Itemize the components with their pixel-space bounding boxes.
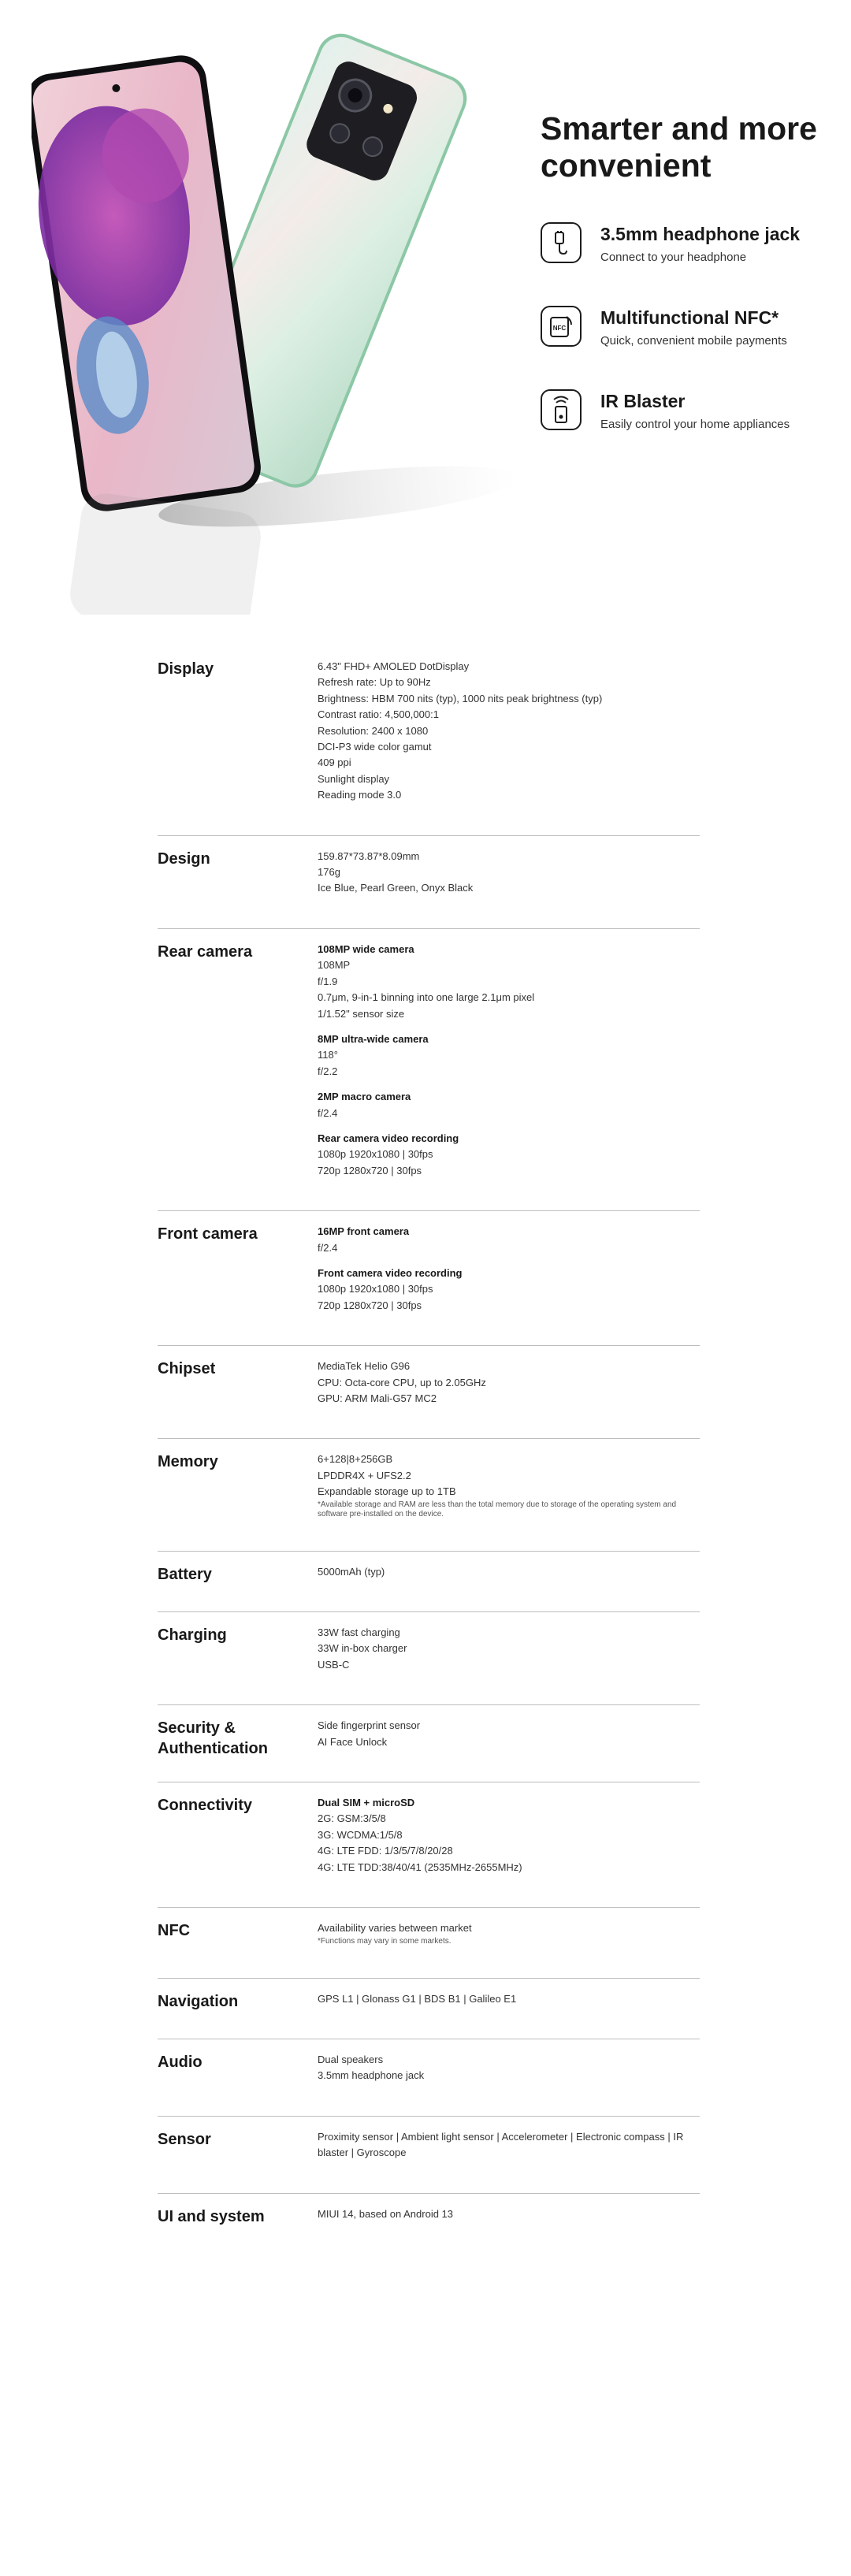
spec-value: Reading mode 3.0 (318, 789, 402, 801)
spec-value: Side fingerprint sensor (318, 1719, 421, 1732)
spec-row (158, 1612, 700, 1705)
spec-values (318, 1795, 700, 1875)
feature-desc: Easily control your home appliances (600, 418, 790, 431)
spec-values (318, 1920, 700, 1946)
hero-title: Smarter and more convenient (541, 110, 817, 184)
spec-row (158, 1782, 700, 1908)
spec-label: Battery (158, 1565, 212, 1583)
spec-label: Memory (158, 1453, 218, 1471)
spec-value: f/2.2 (318, 1065, 338, 1077)
feature-ir-blaster (541, 389, 840, 444)
spec-footnote: *Functions may vary in some markets. (318, 1936, 452, 1946)
spec-value: 4G: LTE FDD: 1/3/5/7/8/20/28 (318, 1845, 453, 1857)
spec-value: 1080p 1920x1080 | 30fps (318, 1283, 433, 1295)
spec-value: 1080p 1920x1080 | 30fps (318, 1148, 433, 1161)
spec-label: Navigation (158, 1992, 239, 2010)
spec-value: AI Face Unlock (318, 1735, 388, 1748)
spec-values (318, 942, 700, 1179)
spec-value: USB-C (318, 1658, 350, 1671)
spec-row (158, 2194, 700, 2254)
nfc-icon-text: NFC (552, 325, 567, 332)
spec-values (318, 2129, 700, 2162)
spec-value: 33W in-box charger (318, 1642, 407, 1655)
spec-value: 2MP macro camera (318, 1091, 411, 1103)
spec-label: Rear camera (158, 942, 253, 961)
spec-value: Availability varies between market (318, 1922, 472, 1935)
spec-value: 3.5mm headphone jack (318, 2069, 425, 2082)
spec-value: Ice Blue, Pearl Green, Onyx Black (318, 882, 474, 894)
spec-row (158, 2117, 700, 2194)
spec-values (318, 1359, 700, 1407)
spec-value: 409 ppi (318, 756, 351, 769)
spec-value: 720p 1280x720 | 30fps (318, 1164, 422, 1176)
spec-row (158, 1211, 700, 1346)
spec-row (158, 929, 700, 1211)
spec-value: Proximity sensor | Ambient light sensor | Accelerometer | Electronic compass | IR blaster | Gyroscope (318, 2130, 684, 2159)
spec-value: 2G: GSM:3/5/8 (318, 1812, 386, 1825)
spec-value: Resolution: 2400 x 1080 (318, 724, 429, 737)
spec-row (158, 1346, 700, 1439)
spec-label: Chipset (158, 1360, 216, 1378)
feature-desc: Quick, convenient mobile payments (600, 334, 787, 348)
feature-desc: Connect to your headphone (600, 251, 747, 264)
spec-value: 1/1.52" sensor size (318, 1007, 405, 1020)
spec-row (158, 1705, 700, 1782)
spec-value: 4G: LTE TDD:38/40/41 (2535MHz-2655MHz) (318, 1860, 522, 1873)
spec-value: Contrast ratio: 4,500,000:1 (318, 708, 439, 721)
feature-nfc (541, 306, 840, 361)
spec-label: NFC (158, 1922, 191, 1940)
spec-value: Sunlight display (318, 772, 390, 785)
spec-values (318, 1718, 700, 1750)
spec-values (318, 1991, 700, 2007)
headphone-jack-icon (541, 222, 582, 263)
spec-value: 118° (318, 1049, 338, 1061)
spec-label: Front camera (158, 1225, 258, 1243)
spec-value: 6+128|8+256GB (318, 1453, 393, 1466)
spec-value: Rear camera video recording (318, 1132, 459, 1144)
spec-value: Refresh rate: Up to 90Hz (318, 676, 431, 689)
spec-values (318, 1564, 700, 1580)
spec-value: f/1.9 (318, 975, 338, 987)
spec-value: Front camera video recording (318, 1266, 463, 1279)
spec-value: MIUI 14, based on Android 13 (318, 2207, 454, 2220)
spec-values (318, 1452, 700, 1518)
spec-value: Brightness: HBM 700 nits (typ), 1000 nits peak brightness (typ) (318, 692, 603, 704)
spec-row (158, 836, 700, 929)
spec-value: Dual speakers (318, 2053, 384, 2065)
spec-label: Display (158, 660, 214, 678)
spec-value: 108MP wide camera (318, 942, 414, 955)
spec-value: Dual SIM + microSD (318, 1797, 415, 1809)
spec-value: CPU: Octa-core CPU, up to 2.05GHz (318, 1376, 486, 1388)
spec-value: 159.87*73.87*8.09mm (318, 849, 420, 862)
spec-value: 108MP (318, 959, 351, 972)
spec-footnote: *Available storage and RAM are less than the total memory due to storage of the operating system and software pre-installed on the device. (318, 1500, 677, 1518)
spec-value: GPU: ARM Mali-G57 MC2 (318, 1392, 437, 1404)
spec-value: 8MP ultra-wide camera (318, 1032, 429, 1045)
spec-value: 3G: WCDMA:1/5/8 (318, 1828, 403, 1841)
feature-headphone-jack (541, 222, 840, 277)
spec-label: Security & Authentication (158, 1719, 268, 1758)
nfc-icon (541, 306, 582, 347)
spec-label: Audio (158, 2053, 203, 2071)
spec-label: Sensor (158, 2130, 211, 2148)
feature-title: IR Blaster (600, 391, 686, 411)
spec-label: Design (158, 849, 210, 868)
spec-value: DCI-P3 wide color gamut (318, 741, 432, 753)
spec-value: LPDDR4X + UFS2.2 (318, 1469, 411, 1481)
spec-row (158, 2039, 700, 2117)
spec-value: MediaTek Helio G96 (318, 1360, 411, 1373)
spec-values (318, 1224, 700, 1314)
spec-label: Charging (158, 1626, 227, 1645)
spec-values (318, 1625, 700, 1673)
spec-value: 6.43" FHD+ AMOLED DotDisplay (318, 660, 470, 672)
spec-value: 16MP front camera (318, 1225, 410, 1238)
spec-row (158, 646, 700, 836)
phones-image (32, 32, 536, 615)
spec-row (158, 1552, 700, 1612)
spec-value: Expandable storage up to 1TB (318, 1485, 456, 1498)
spec-value: 5000mAh (typ) (318, 1565, 385, 1578)
spec-row (158, 1979, 700, 2039)
spec-label: UI and system (158, 2207, 265, 2225)
spec-values (318, 2052, 700, 2084)
spec-values (318, 2206, 700, 2222)
spec-label: Connectivity (158, 1797, 253, 1815)
spec-values (318, 659, 700, 804)
spec-value: GPS L1 | Glonass G1 | BDS B1 | Galileo E1 (318, 1992, 517, 2005)
feature-title: 3.5mm headphone jack (600, 224, 801, 244)
spec-value: f/2.4 (318, 1241, 338, 1254)
spec-row (158, 1439, 700, 1551)
feature-title: Multifunctional NFC* (600, 307, 779, 328)
spec-value: 33W fast charging (318, 1626, 400, 1639)
spec-value: 720p 1280x720 | 30fps (318, 1299, 422, 1311)
ir-blaster-icon (541, 389, 582, 430)
spec-value: f/2.4 (318, 1106, 338, 1119)
spec-value: 176g (318, 866, 340, 879)
spec-values (318, 849, 700, 897)
spec-value: 0.7μm, 9-in-1 binning into one large 2.1μm pixel (318, 991, 535, 1004)
spec-row (158, 1908, 700, 1978)
specs-table (158, 646, 700, 2254)
hero-section (0, 0, 851, 623)
